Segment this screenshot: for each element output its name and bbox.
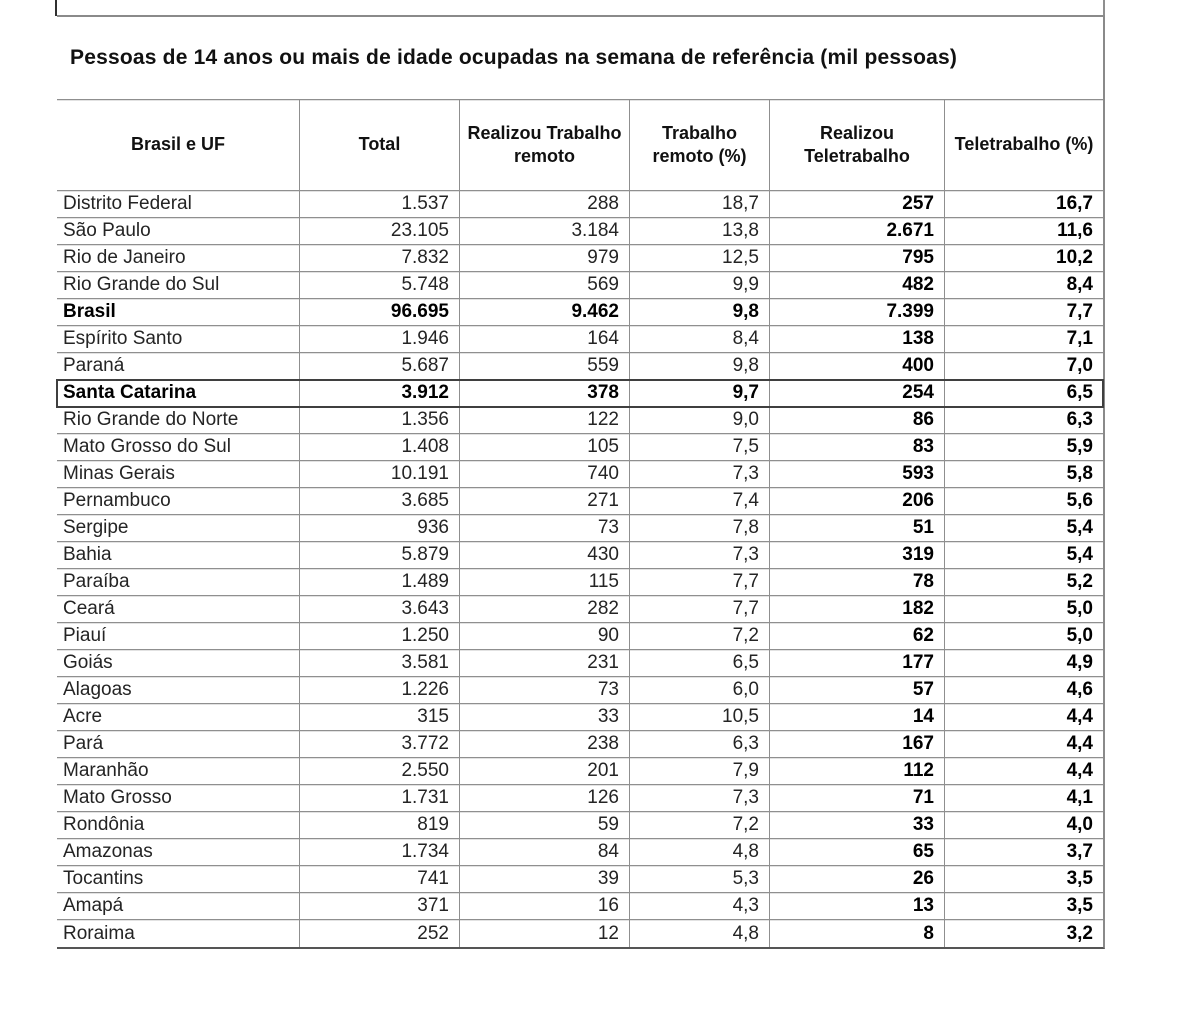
cell-realizou-trabalho-remoto[interactable]: 84 xyxy=(460,839,630,865)
cell-realizou-trabalho-remoto[interactable]: 740 xyxy=(460,461,630,487)
cell-total[interactable]: 1.946 xyxy=(300,326,460,352)
cell-realizou-trabalho-remoto[interactable]: 122 xyxy=(460,407,630,433)
table-row xyxy=(57,326,1103,353)
cell-realizou-teletrabalho[interactable]: 482 xyxy=(770,272,945,298)
cell-realizou-teletrabalho[interactable]: 254 xyxy=(770,380,945,406)
cell-realizou-trabalho-remoto[interactable]: 73 xyxy=(460,677,630,703)
cell-teletrabalho-pct[interactable]: 16,7 xyxy=(1056,193,1093,214)
cell-realizou-teletrabalho[interactable]: 167 xyxy=(770,731,945,757)
cell-brasil-e-uf[interactable]: Minas Gerais xyxy=(57,461,300,487)
cell-realizou-trabalho-remoto[interactable]: 282 xyxy=(460,596,630,622)
cell-realizou-trabalho-remoto[interactable]: 430 xyxy=(460,542,630,568)
cell-realizou-teletrabalho[interactable]: 86 xyxy=(770,407,945,433)
cell-teletrabalho-pct[interactable]: 4,4 xyxy=(1066,760,1093,781)
cell-brasil-e-uf[interactable]: Espírito Santo xyxy=(57,326,300,352)
cell-trabalho-remoto-pct[interactable]: 9,9 xyxy=(630,272,770,298)
cell-realizou-teletrabalho[interactable]: 26 xyxy=(770,866,945,892)
cell-total[interactable]: 10.191 xyxy=(300,461,460,487)
cell-teletrabalho-pct[interactable]: 6,3 xyxy=(1066,409,1093,430)
table-row xyxy=(57,353,1103,380)
cell-total[interactable]: 3.912 xyxy=(300,380,460,406)
cell-realizou-trabalho-remoto[interactable]: 126 xyxy=(460,785,630,811)
table-row xyxy=(57,731,1103,758)
cell-brasil-e-uf[interactable]: Roraima xyxy=(57,920,300,947)
cell-teletrabalho-pct[interactable]: 4,4 xyxy=(1066,733,1093,754)
cell-teletrabalho-pct[interactable]: 5,2 xyxy=(1066,571,1093,592)
cell-total[interactable]: 96.695 xyxy=(300,299,460,325)
cell-trabalho-remoto-pct[interactable]: 18,7 xyxy=(630,191,770,217)
cell-trabalho-remoto-pct[interactable]: 8,4 xyxy=(630,326,770,352)
cell-total[interactable]: 819 xyxy=(300,812,460,838)
cell-trabalho-remoto-pct[interactable]: 7,2 xyxy=(630,623,770,649)
cell-realizou-trabalho-remoto[interactable]: 238 xyxy=(460,731,630,757)
cell-teletrabalho-pct[interactable]: 4,1 xyxy=(1066,787,1093,808)
cell-realizou-trabalho-remoto[interactable]: 3.184 xyxy=(460,218,630,244)
cell-realizou-teletrabalho[interactable]: 182 xyxy=(770,596,945,622)
cell-brasil-e-uf[interactable]: Santa Catarina xyxy=(57,380,300,406)
cell-total[interactable]: 23.105 xyxy=(300,218,460,244)
cell-realizou-trabalho-remoto[interactable]: 73 xyxy=(460,515,630,541)
cell-trabalho-remoto-pct[interactable]: 4,3 xyxy=(630,893,770,919)
cell-realizou-teletrabalho[interactable]: 138 xyxy=(770,326,945,352)
column-header-realizou-teletrabalho[interactable]: Realizou Teletrabalho xyxy=(770,100,945,190)
cell-brasil-e-uf[interactable]: Paraná xyxy=(57,353,300,379)
cell-realizou-trabalho-remoto[interactable]: 90 xyxy=(460,623,630,649)
cell-teletrabalho-pct[interactable]: 3,7 xyxy=(1066,841,1093,862)
cell-brasil-e-uf[interactable]: Alagoas xyxy=(57,677,300,703)
cell-total[interactable]: 3.685 xyxy=(300,488,460,514)
cell-realizou-trabalho-remoto[interactable]: 12 xyxy=(460,920,630,947)
table-row xyxy=(57,542,1103,569)
table-row xyxy=(57,677,1103,704)
cell-total[interactable]: 1.408 xyxy=(300,434,460,460)
cell-trabalho-remoto-pct[interactable]: 9,8 xyxy=(630,299,770,325)
cell-total[interactable]: 371 xyxy=(300,893,460,919)
table-title: Pessoas de 14 anos ou mais de idade ocupadas na semana de referência (mil pessoas) xyxy=(70,46,958,69)
table-row xyxy=(57,569,1103,596)
cell-teletrabalho-pct[interactable]: 10,2 xyxy=(1056,247,1093,268)
cell-realizou-teletrabalho[interactable]: 206 xyxy=(770,488,945,514)
column-header-teletrabalho-pct[interactable]: Teletrabalho (%) xyxy=(954,134,1094,155)
cell-trabalho-remoto-pct[interactable]: 6,3 xyxy=(630,731,770,757)
cell-realizou-trabalho-remoto[interactable]: 559 xyxy=(460,353,630,379)
cell-teletrabalho-pct[interactable]: 7,0 xyxy=(1066,355,1093,376)
table-row xyxy=(57,596,1103,623)
cell-realizou-trabalho-remoto[interactable]: 33 xyxy=(460,704,630,730)
cell-total[interactable]: 315 xyxy=(300,704,460,730)
cell-trabalho-remoto-pct[interactable]: 9,8 xyxy=(630,353,770,379)
table-title-cell[interactable] xyxy=(57,17,1103,100)
table-row xyxy=(57,704,1103,731)
table-row xyxy=(57,461,1103,488)
cell-trabalho-remoto-pct[interactable]: 7,9 xyxy=(630,758,770,784)
cell-brasil-e-uf[interactable]: Bahia xyxy=(57,542,300,568)
cell-brasil-e-uf[interactable]: Pará xyxy=(57,731,300,757)
cell-brasil-e-uf[interactable]: Rio de Janeiro xyxy=(57,245,300,271)
cell-teletrabalho-pct[interactable]: 5,8 xyxy=(1066,463,1093,484)
cell-trabalho-remoto-pct[interactable]: 7,7 xyxy=(630,596,770,622)
cell-realizou-teletrabalho[interactable]: 177 xyxy=(770,650,945,676)
cell-total[interactable]: 741 xyxy=(300,866,460,892)
table-row xyxy=(57,299,1103,326)
table-row xyxy=(57,191,1103,218)
table-row xyxy=(57,407,1103,434)
cell-brasil-e-uf[interactable]: Mato Grosso do Sul xyxy=(57,434,300,460)
table-row xyxy=(57,812,1103,839)
cell-realizou-teletrabalho[interactable]: 71 xyxy=(770,785,945,811)
cell-trabalho-remoto-pct[interactable]: 7,2 xyxy=(630,812,770,838)
cell-brasil-e-uf[interactable]: São Paulo xyxy=(57,218,300,244)
cell-realizou-teletrabalho[interactable]: 593 xyxy=(770,461,945,487)
cell-teletrabalho-pct[interactable]: 3,5 xyxy=(1066,895,1093,916)
cell-total[interactable]: 1.226 xyxy=(300,677,460,703)
table-row xyxy=(57,488,1103,515)
data-table xyxy=(57,15,1105,949)
cell-total[interactable]: 3.581 xyxy=(300,650,460,676)
cell-total[interactable]: 7.832 xyxy=(300,245,460,271)
cell-brasil-e-uf[interactable]: Goiás xyxy=(57,650,300,676)
cell-brasil-e-uf[interactable]: Brasil xyxy=(57,299,300,325)
cell-brasil-e-uf[interactable]: Rio Grande do Sul xyxy=(57,272,300,298)
cell-realizou-trabalho-remoto[interactable]: 39 xyxy=(460,866,630,892)
cell-realizou-teletrabalho[interactable]: 57 xyxy=(770,677,945,703)
table-row xyxy=(57,785,1103,812)
cell-brasil-e-uf[interactable]: Rondônia xyxy=(57,812,300,838)
table-row xyxy=(57,920,1103,947)
table-row xyxy=(57,218,1103,245)
cell-realizou-teletrabalho[interactable]: 13 xyxy=(770,893,945,919)
cell-total[interactable]: 936 xyxy=(300,515,460,541)
cell-teletrabalho-pct[interactable]: 5,6 xyxy=(1066,490,1093,511)
table-body xyxy=(57,191,1103,947)
cell-trabalho-remoto-pct[interactable]: 6,0 xyxy=(630,677,770,703)
cell-brasil-e-uf[interactable]: Paraíba xyxy=(57,569,300,595)
cell-brasil-e-uf[interactable]: Pernambuco xyxy=(57,488,300,514)
cell-total[interactable]: 2.550 xyxy=(300,758,460,784)
cell-trabalho-remoto-pct[interactable]: 7,3 xyxy=(630,785,770,811)
cell-teletrabalho-pct[interactable]: 4,4 xyxy=(1066,706,1093,727)
cell-realizou-teletrabalho[interactable]: 78 xyxy=(770,569,945,595)
cell-brasil-e-uf[interactable]: Maranhão xyxy=(57,758,300,784)
cell-trabalho-remoto-pct[interactable]: 5,3 xyxy=(630,866,770,892)
cell-trabalho-remoto-pct[interactable]: 7,4 xyxy=(630,488,770,514)
table-row-selected xyxy=(57,380,1103,407)
cell-trabalho-remoto-pct[interactable]: 7,3 xyxy=(630,461,770,487)
cell-teletrabalho-pct[interactable]: 7,7 xyxy=(1066,301,1093,322)
cell-teletrabalho-pct[interactable]: 5,0 xyxy=(1066,598,1093,619)
cell-brasil-e-uf[interactable]: Tocantins xyxy=(57,866,300,892)
table-row xyxy=(57,515,1103,542)
cell-trabalho-remoto-pct[interactable]: 4,8 xyxy=(630,920,770,947)
cell-realizou-trabalho-remoto[interactable]: 59 xyxy=(460,812,630,838)
cell-realizou-trabalho-remoto[interactable]: 979 xyxy=(460,245,630,271)
cell-trabalho-remoto-pct[interactable]: 4,8 xyxy=(630,839,770,865)
cell-total[interactable]: 1.731 xyxy=(300,785,460,811)
cell-trabalho-remoto-pct[interactable]: 9,7 xyxy=(630,380,770,406)
cell-realizou-teletrabalho[interactable]: 14 xyxy=(770,704,945,730)
cell-teletrabalho-pct[interactable]: 8,4 xyxy=(1066,274,1093,295)
cell-total[interactable]: 1.356 xyxy=(300,407,460,433)
cell-realizou-teletrabalho[interactable]: 400 xyxy=(770,353,945,379)
cell-teletrabalho-pct[interactable]: 4,6 xyxy=(1066,679,1093,700)
cell-teletrabalho-pct[interactable]: 5,4 xyxy=(1066,544,1093,565)
cell-trabalho-remoto-pct[interactable]: 10,5 xyxy=(630,704,770,730)
table-row xyxy=(57,893,1103,920)
grid-fragment-right-tick xyxy=(1103,0,1105,16)
column-header-brasil-e-uf[interactable]: Brasil e UF xyxy=(57,100,300,190)
cell-brasil-e-uf[interactable]: Acre xyxy=(57,704,300,730)
table-row xyxy=(57,623,1103,650)
cell-brasil-e-uf[interactable]: Piauí xyxy=(57,623,300,649)
cell-realizou-teletrabalho[interactable]: 62 xyxy=(770,623,945,649)
cell-brasil-e-uf[interactable]: Sergipe xyxy=(57,515,300,541)
cell-trabalho-remoto-pct[interactable]: 7,3 xyxy=(630,542,770,568)
column-header-total[interactable]: Total xyxy=(300,100,460,190)
cell-realizou-trabalho-remoto[interactable]: 115 xyxy=(460,569,630,595)
cell-realizou-teletrabalho[interactable]: 2.671 xyxy=(770,218,945,244)
cell-trabalho-remoto-pct[interactable]: 7,7 xyxy=(630,569,770,595)
cell-total[interactable]: 3.643 xyxy=(300,596,460,622)
cell-teletrabalho-pct[interactable]: 3,5 xyxy=(1066,868,1093,889)
cell-realizou-teletrabalho[interactable]: 795 xyxy=(770,245,945,271)
cell-total[interactable]: 1.734 xyxy=(300,839,460,865)
column-header-trabalho-remoto-pct[interactable]: Trabalho remoto (%) xyxy=(630,100,770,190)
cell-trabalho-remoto-pct[interactable]: 12,5 xyxy=(630,245,770,271)
cell-brasil-e-uf[interactable]: Ceará xyxy=(57,596,300,622)
cell-brasil-e-uf[interactable]: Mato Grosso xyxy=(57,785,300,811)
cell-teletrabalho-pct[interactable]: 5,0 xyxy=(1066,625,1093,646)
cell-total[interactable]: 5.748 xyxy=(300,272,460,298)
cell-brasil-e-uf[interactable]: Rio Grande do Norte xyxy=(57,407,300,433)
cell-teletrabalho-pct[interactable]: 3,2 xyxy=(1066,922,1093,944)
cell-trabalho-remoto-pct[interactable]: 9,0 xyxy=(630,407,770,433)
cell-trabalho-remoto-pct[interactable]: 6,5 xyxy=(630,650,770,676)
cell-trabalho-remoto-pct[interactable]: 13,8 xyxy=(630,218,770,244)
cell-realizou-trabalho-remoto[interactable]: 201 xyxy=(460,758,630,784)
cell-realizou-trabalho-remoto[interactable]: 164 xyxy=(460,326,630,352)
cell-realizou-teletrabalho[interactable]: 257 xyxy=(770,191,945,217)
cell-total[interactable]: 5.687 xyxy=(300,353,460,379)
cell-total[interactable]: 1.537 xyxy=(300,191,460,217)
cell-realizou-trabalho-remoto[interactable]: 378 xyxy=(460,380,630,406)
table-row xyxy=(57,758,1103,785)
cell-brasil-e-uf[interactable]: Amapá xyxy=(57,893,300,919)
cell-brasil-e-uf[interactable]: Amazonas xyxy=(57,839,300,865)
table-row xyxy=(57,839,1103,866)
header-row xyxy=(57,100,1103,191)
table-row xyxy=(57,650,1103,677)
cell-realizou-teletrabalho[interactable]: 7.399 xyxy=(770,299,945,325)
cell-realizou-teletrabalho[interactable]: 112 xyxy=(770,758,945,784)
table-row xyxy=(57,272,1103,299)
cell-teletrabalho-pct[interactable]: 7,1 xyxy=(1066,328,1093,349)
cell-realizou-trabalho-remoto[interactable]: 9.462 xyxy=(460,299,630,325)
column-header-realizou-trabalho-remoto[interactable]: Realizou Trabalho remoto xyxy=(460,100,630,190)
cell-realizou-teletrabalho[interactable]: 33 xyxy=(770,812,945,838)
table-row xyxy=(57,866,1103,893)
table-row xyxy=(57,434,1103,461)
cell-realizou-trabalho-remoto[interactable]: 105 xyxy=(460,434,630,460)
cell-total[interactable]: 1.489 xyxy=(300,569,460,595)
cell-teletrabalho-pct[interactable]: 5,4 xyxy=(1066,517,1093,538)
cell-teletrabalho-pct[interactable]: 6,5 xyxy=(1066,382,1093,403)
cell-teletrabalho-pct[interactable]: 4,9 xyxy=(1066,652,1093,673)
cell-realizou-teletrabalho[interactable]: 8 xyxy=(770,920,945,947)
cell-total[interactable]: 3.772 xyxy=(300,731,460,757)
cell-realizou-teletrabalho[interactable]: 65 xyxy=(770,839,945,865)
cell-teletrabalho-pct[interactable]: 11,6 xyxy=(1057,220,1093,241)
cell-realizou-teletrabalho[interactable]: 83 xyxy=(770,434,945,460)
cell-total[interactable]: 252 xyxy=(300,920,460,947)
cell-realizou-trabalho-remoto[interactable]: 288 xyxy=(460,191,630,217)
cell-total[interactable]: 5.879 xyxy=(300,542,460,568)
table-row xyxy=(57,245,1103,272)
cell-trabalho-remoto-pct[interactable]: 7,5 xyxy=(630,434,770,460)
cell-teletrabalho-pct[interactable]: 5,9 xyxy=(1066,436,1093,457)
grid-fragment-left-tick xyxy=(55,0,57,16)
cell-teletrabalho-pct[interactable]: 4,0 xyxy=(1066,814,1093,835)
cell-realizou-teletrabalho[interactable]: 51 xyxy=(770,515,945,541)
cell-realizou-trabalho-remoto[interactable]: 569 xyxy=(460,272,630,298)
cell-brasil-e-uf[interactable]: Distrito Federal xyxy=(57,191,300,217)
cell-realizou-teletrabalho[interactable]: 319 xyxy=(770,542,945,568)
cell-realizou-trabalho-remoto[interactable]: 16 xyxy=(460,893,630,919)
cell-realizou-trabalho-remoto[interactable]: 271 xyxy=(460,488,630,514)
cell-trabalho-remoto-pct[interactable]: 7,8 xyxy=(630,515,770,541)
cell-total[interactable]: 1.250 xyxy=(300,623,460,649)
cell-realizou-trabalho-remoto[interactable]: 231 xyxy=(460,650,630,676)
